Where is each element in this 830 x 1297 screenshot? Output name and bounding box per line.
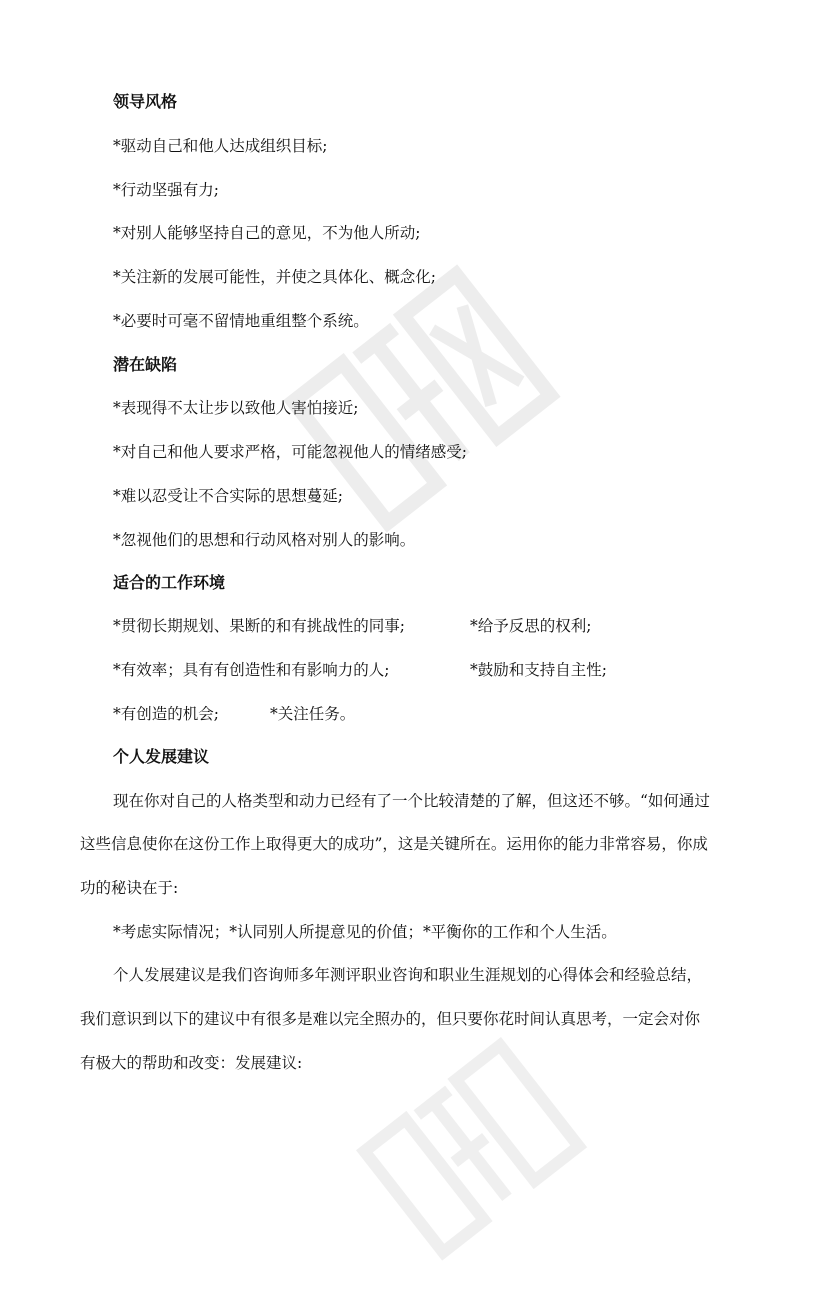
paragraph-line: 个人发展建议是我们咨询师多年测评职业咨询和职业生涯规划的心得体会和经验总结， xyxy=(113,966,703,984)
paragraph-line: 这些信息使你在这份工作上取得更大的成功”，这是关键所在。运用你的能力非常容易，你成 xyxy=(80,835,708,853)
list-item: *鼓励和支持自主性; xyxy=(470,661,607,679)
tips-line: *考虑实际情况；*认同别人所提意见的价值；*平衡你的工作和个人生活。 xyxy=(113,923,617,941)
list-item: *关注任务。 xyxy=(270,705,356,723)
section-heading-environment: 适合的工作环境 xyxy=(113,573,226,592)
section-heading-development: 个人发展建议 xyxy=(113,747,210,766)
watermark-logo xyxy=(322,1003,618,1296)
list-item: *必要时可毫不留情地重组整个系统。 xyxy=(113,312,369,330)
list-item: *忽视他们的思想和行动风格对别人的影响。 xyxy=(113,531,416,549)
list-item: *有创造的机会; xyxy=(113,705,219,723)
paragraph-line: 我们意识到以下的建议中有很多是难以完全照办的，但只要你花时间认真思考，一定会对你 xyxy=(80,1010,701,1028)
paragraph-line: 现在你对自己的人格类型和动力已经有了一个比较清楚的了解，但这还不够。“如何通过 xyxy=(113,792,710,810)
list-item: *贯彻长期规划、果断的和有挑战性的同事; xyxy=(113,617,405,635)
list-item: *对别人能够坚持自己的意见，不为他人所动; xyxy=(113,224,421,242)
list-item: *行动坚强有力; xyxy=(113,181,219,199)
paragraph-line: 有极大的帮助和改变：发展建议: xyxy=(80,1054,303,1072)
list-item: *有效率；具有有创造性和有影响力的人; xyxy=(113,661,390,679)
section-heading-defects: 潜在缺陷 xyxy=(113,355,178,374)
section-heading-leadership: 领导风格 xyxy=(113,92,178,111)
paragraph-line: 功的秘诀在于: xyxy=(80,879,179,897)
list-item: *对自己和他人要求严格，可能忽视他人的情绪感受; xyxy=(113,443,467,461)
list-item: *给予反思的权利; xyxy=(470,617,592,635)
list-item: *难以忍受让不合实际的思想蔓延; xyxy=(113,487,343,505)
list-item: *关注新的发展可能性，并使之具体化、概念化; xyxy=(113,268,436,286)
list-item: *驱动自己和他人达成组织目标; xyxy=(113,137,328,155)
list-item: *表现得不太让步以致他人害怕接近; xyxy=(113,399,359,417)
